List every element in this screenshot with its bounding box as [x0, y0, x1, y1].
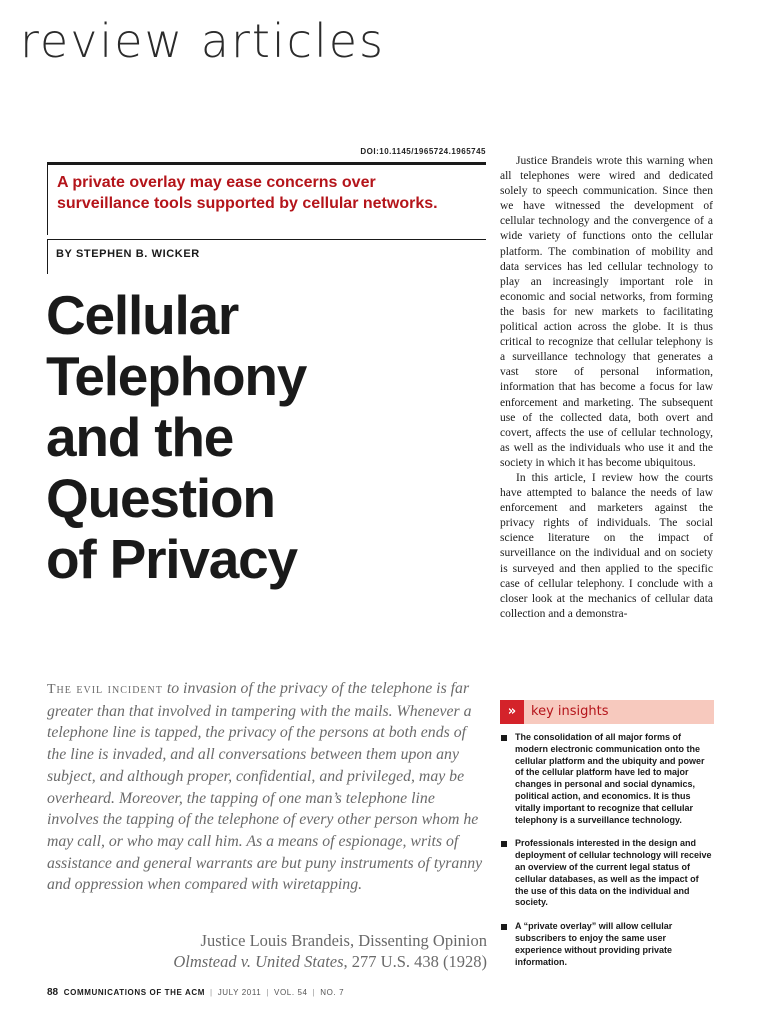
title-line: of Privacy — [46, 528, 297, 590]
footer-separator: | — [312, 988, 316, 997]
article-title — [46, 285, 476, 590]
epigraph-attribution — [47, 930, 487, 972]
issue-volume: VOL. 54 — [274, 988, 308, 997]
key-insights-list — [500, 732, 714, 980]
title-line: Cellular — [46, 284, 239, 346]
square-bullet-icon — [501, 841, 507, 847]
page-number: 88 — [47, 987, 59, 998]
issue-number: NO. 7 — [320, 988, 345, 997]
epigraph-quote — [47, 678, 487, 896]
attribution-cite: , 277 U.S. 438 (1928) — [343, 952, 487, 971]
body-column — [500, 154, 713, 622]
body-paragraph: In this article, I review how the courts have attempted to balance the needs of law enforcement and marketers against the privacy rights of individuals. The social science literature on the impact of surveillance on the individual and on society is surveyed and then applied to the specific case of cellular telephony. I conclude with a closer look at the mechanics of cellular data collection and a demonstra- — [500, 471, 713, 620]
deck-summary: A private overlay may ease concerns over surveillance tools supported by cellular networks. — [57, 174, 438, 212]
list-item — [500, 921, 714, 968]
byline-box — [47, 240, 487, 274]
epigraph-lead: The evil incident — [47, 682, 163, 697]
title-line: Telephony — [46, 345, 307, 407]
page-footer — [47, 987, 344, 998]
attribution-name: Justice Louis Brandeis, Dissenting Opinion — [200, 931, 487, 950]
footer-separator: | — [266, 988, 270, 997]
deck-box — [47, 165, 487, 235]
issue-date: JULY 2011 — [217, 988, 262, 997]
title-line: and the — [46, 406, 234, 468]
doi[interactable]: DOI:10.1145/1965724.1965745 — [360, 147, 486, 156]
key-insight-text: Professionals interested in the design and deployment of cellular technology will receive an overview of the current legal status of cellular databases, as well as the impact of the use of this data on the individual and society. — [515, 838, 712, 908]
section-label: review articles — [20, 14, 386, 68]
key-insight-text: The consolidation of all major forms of modern electronic communication onto the cellular platform and the ubiquity and power of the cellular platform have led to major changes in personal and social dynamics, political action, and economics. It is thus vitally important to recognize that cellular telephony is a surveillance technology. — [515, 732, 705, 825]
list-item — [500, 732, 714, 826]
title-line: Question — [46, 467, 275, 529]
byline: BY STEPHEN B. WICKER — [56, 248, 200, 260]
attribution-case: Olmstead v. United States — [173, 952, 344, 971]
publication-name: COMMUNICATIONS OF THE ACM — [63, 988, 205, 997]
key-insights-header — [500, 700, 714, 724]
list-item — [500, 838, 714, 909]
footer-separator: | — [210, 988, 213, 997]
square-bullet-icon — [501, 735, 507, 741]
body-paragraph: Justice Brandeis wrote this warning when all telephones were wired and dedicated solely to speech communication. Since then we have witnessed the development of cellular technology and the convergence of a wide variety of functions onto the cellular platform. The combination of mobility and data services has led cellular technology to play an increasingly important role in economic and social networks, from forming the basis for new markets to facilitating political action across the globe. It is thus critical to recognize that cellular telephony is a surveillance technology that generates a vast store of personal information, information that has become a focus for law enforcement and marketing. The subsequent use of the collected data, both overt and covert, affects the use of cellular technology, as well as the individuals who use it and the society in which it has become ubiquitous. — [500, 155, 713, 469]
key-insights-title: key insights — [531, 704, 609, 719]
double-chevron-icon: » — [500, 700, 524, 724]
key-insight-text: A “private overlay” will allow cellular subscribers to enjoy the same user experience without providing private information. — [515, 921, 673, 967]
epigraph-text: to invasion of the privacy of the telephone is far greater than that involved in tampering with the mails. Whenever a telephone line is tapped, the privacy of the persons at both ends of the line is invaded, and all conversations between them upon any subject, and although proper, confidential, and privileged, may be overheard. Moreover, the tapping of one man’s telephone line involves the tapping of the telephone of every other person whom he may call, or who may call him. As a means of espionage, writs of assistance and general warrants are but puny instruments of tyranny and oppression when compared with wiretapping. — [47, 680, 483, 894]
square-bullet-icon — [501, 924, 507, 930]
